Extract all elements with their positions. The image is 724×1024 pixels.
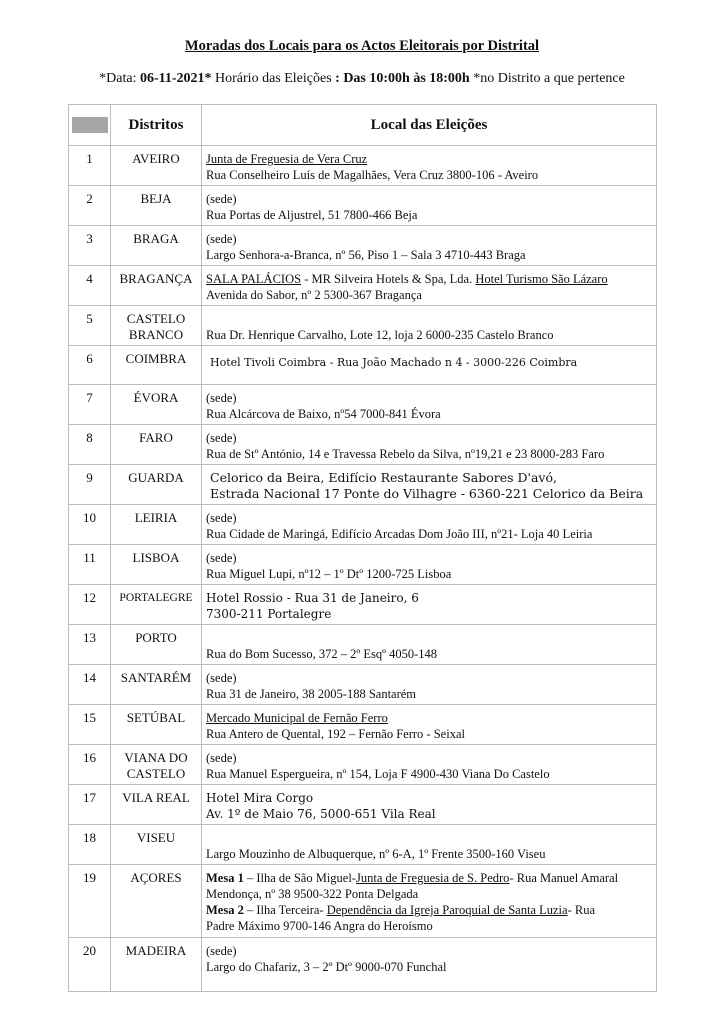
location-cell: Largo Mouzinho de Albuquerque, nº 6-A, 1º Frente 3500-160 Viseu — [202, 825, 657, 865]
table-row — [69, 186, 657, 226]
table-header-row — [69, 105, 657, 146]
row-number: 13 — [69, 625, 111, 665]
location-cell: (sede) Rua Miguel Lupi, nº12 – 1º Dtº 1200-725 Lisboa — [202, 545, 657, 585]
location-cell: (sede) Largo Senhora-a-Branca, nº 56, Piso 1 – Sala 3 4710-443 Braga — [202, 226, 657, 266]
table-row — [69, 625, 657, 665]
location-cell: (sede) Rua Portas de Aljustrel, 51 7800-466 Beja — [202, 186, 657, 226]
district-name: MADEIRA — [111, 938, 202, 992]
row-number: 18 — [69, 825, 111, 865]
row-number: 1 — [69, 146, 111, 186]
table-row — [69, 665, 657, 705]
row-number: 3 — [69, 226, 111, 266]
locations-table — [68, 104, 657, 992]
table-row — [69, 425, 657, 465]
table-row — [69, 785, 657, 825]
election-info: *Data: 06-11-2021* Horário das Eleições : Das 10:00h às 18:00h *no Distrito a que pertence — [99, 71, 625, 86]
table-row — [69, 146, 657, 186]
row-number: 10 — [69, 505, 111, 545]
district-name: VIANA DO CASTELO — [111, 745, 202, 785]
row-number: 12 — [69, 585, 111, 625]
election-hours: : Das 10:00h às 18:00h — [335, 71, 470, 86]
location-cell: SALA PALÁCIOS - MR Silveira Hotels & Spa, Lda. Hotel Turismo São Lázaro Avenida do Sabor, nº 2 5300-367 Bragança — [202, 266, 657, 306]
row-number: 17 — [69, 785, 111, 825]
location-cell: (sede) Rua 31 de Janeiro, 38 2005-188 Santarém — [202, 665, 657, 705]
location-cell: Hotel Mira Corgo Av. 1º de Maio 76, 5000-651 Vila Real — [202, 785, 657, 825]
row-number: 2 — [69, 186, 111, 226]
district-name: AÇORES — [111, 865, 202, 938]
district-name: BRAGA — [111, 226, 202, 266]
district-name: ÉVORA — [111, 385, 202, 425]
header-local: Local das Eleições — [202, 105, 657, 146]
location-cell: Rua Dr. Henrique Carvalho, Lote 12, loja 2 6000-235 Castelo Branco — [202, 306, 657, 346]
district-name: SANTARÉM — [111, 665, 202, 705]
district-name: PORTO — [111, 625, 202, 665]
district-name: LEIRIA — [111, 505, 202, 545]
location-cell: (sede) Rua de Stº António, 14 e Travessa Rebelo da Silva, nº19,21 e 23 8000-283 Faro — [202, 425, 657, 465]
row-number: 7 — [69, 385, 111, 425]
table-row — [69, 465, 657, 505]
header-distritos: Distritos — [111, 105, 202, 146]
election-date: 06-11-2021* — [139, 71, 212, 86]
table-row — [69, 385, 657, 425]
district-name: SETÚBAL — [111, 705, 202, 745]
district-name: COIMBRA — [111, 346, 202, 385]
location-cell: (sede) Rua Cidade de Maringá, Edifício Arcadas Dom João III, nº21- Loja 40 Leiria — [202, 505, 657, 545]
location-cell: (sede) Largo do Chafariz, 3 – 2º Dtº 9000-070 Funchal — [202, 938, 657, 992]
district-name: LISBOA — [111, 545, 202, 585]
row-number: 11 — [69, 545, 111, 585]
table-row — [69, 745, 657, 785]
location-cell: (sede) Rua Alcárcova de Baixo, nº54 7000-841 Évora — [202, 385, 657, 425]
table-row — [69, 938, 657, 992]
district-name: FARO — [111, 425, 202, 465]
location-cell: Celorico da Beira, Edifício Restaurante Sabores D'avó, Estrada Nacional 17 Ponte do Vilhagre - 6360-221 Celorico da Beira — [202, 465, 657, 505]
row-number: 15 — [69, 705, 111, 745]
table-row — [69, 346, 657, 385]
location-cell: Mesa 1 – Ilha de São Miguel-Junta de Freguesia de S. Pedro- Rua Manuel Amaral Mendonça, nº 38 9500-322 Ponta Delgada Mesa 2 – Ilha Terceira- Dependência da Igreja Paroquial de Santa Luzia- Rua Padre Máximo 9700-146 Angra do Heroísmo — [202, 865, 657, 938]
district-name: GUARDA — [111, 465, 202, 505]
row-number: 14 — [69, 665, 111, 705]
table-row — [69, 705, 657, 745]
district-name: BRAGANÇA — [111, 266, 202, 306]
location-cell: Mercado Municipal de Fernão Ferro Rua Antero de Quental, 192 – Fernão Ferro - Seixal — [202, 705, 657, 745]
location-cell: (sede) Rua Manuel Espergueira, nº 154, Loja F 4900-430 Viana Do Castelo — [202, 745, 657, 785]
district-name: VISEU — [111, 825, 202, 865]
location-cell: Junta de Freguesia de Vera Cruz Rua Conselheiro Luís de Magalhães, Vera Cruz 3800-106 - Aveiro — [202, 146, 657, 186]
location-cell: Hotel Rossio - Rua 31 de Janeiro, 6 7300-211 Portalegre — [202, 585, 657, 625]
row-number: 16 — [69, 745, 111, 785]
header-number-cell — [69, 105, 111, 146]
district-name: VILA REAL — [111, 785, 202, 825]
row-number: 19 — [69, 865, 111, 938]
page-title: Moradas dos Locais para os Actos Eleitorais por Distrital — [184, 38, 540, 54]
row-number: 5 — [69, 306, 111, 346]
table-row — [69, 306, 657, 346]
district-name: CASTELO BRANCO — [111, 306, 202, 346]
table-row — [69, 226, 657, 266]
row-number: 20 — [69, 938, 111, 992]
location-cell: Hotel Tivoli Coimbra - Rua João Machado n 4 - 3000-226 Coimbra — [202, 346, 657, 385]
table-row — [69, 545, 657, 585]
table-row — [69, 865, 657, 938]
table-row — [69, 266, 657, 306]
table-row — [69, 505, 657, 545]
district-name: PORTALEGRE — [111, 585, 202, 625]
row-number: 9 — [69, 465, 111, 505]
table-row — [69, 585, 657, 625]
row-number: 6 — [69, 346, 111, 385]
district-name: AVEIRO — [111, 146, 202, 186]
district-name: BEJA — [111, 186, 202, 226]
table-row — [69, 825, 657, 865]
row-number: 4 — [69, 266, 111, 306]
location-cell: Rua do Bom Sucesso, 372 – 2º Esqº 4050-148 — [202, 625, 657, 665]
row-number: 8 — [69, 425, 111, 465]
